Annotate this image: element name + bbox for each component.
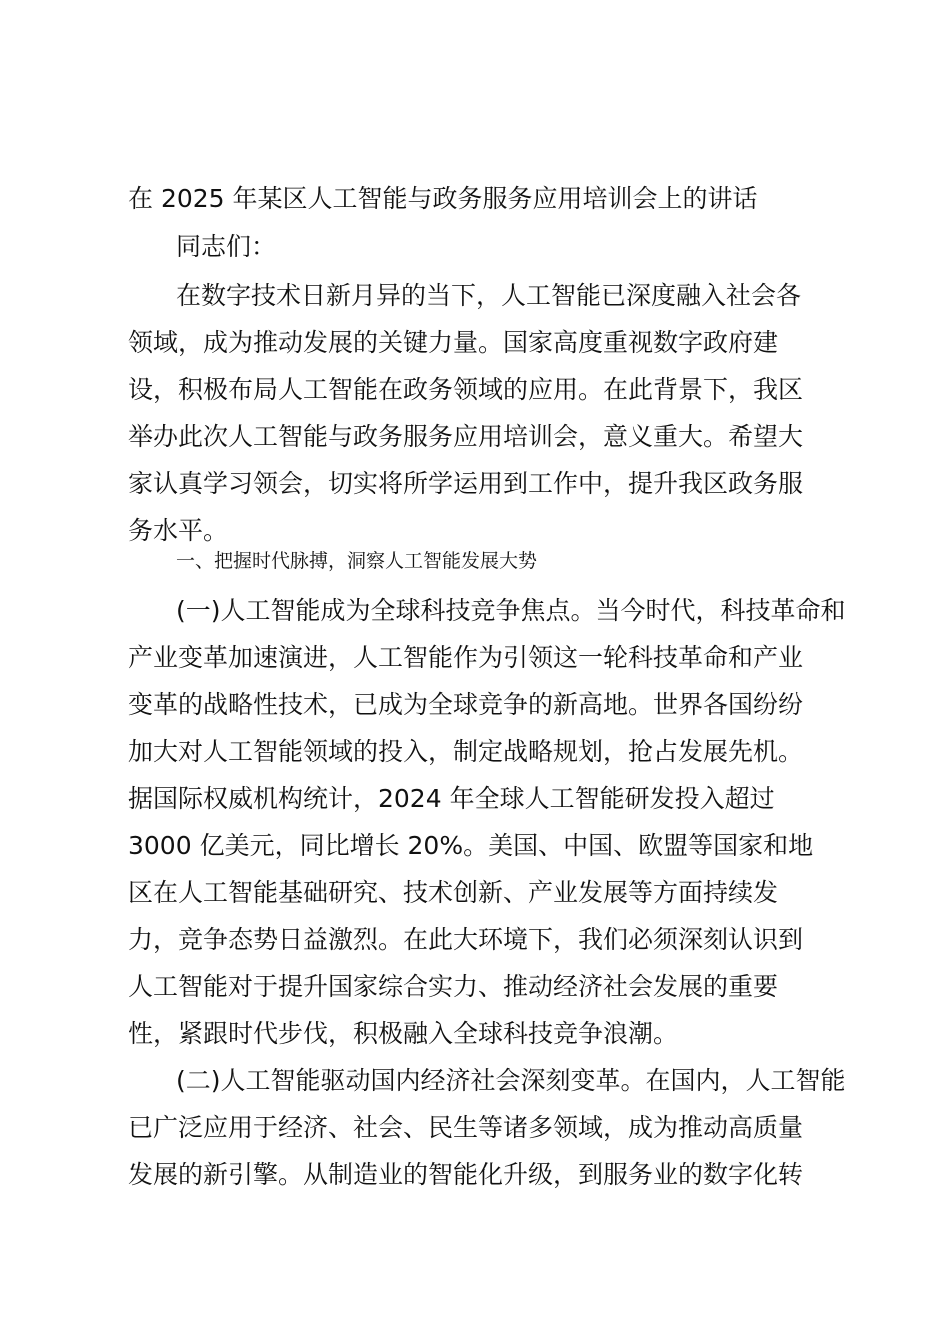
salutation: 同志们： (176, 232, 277, 261)
para1-line: 力，竞争态势日益激烈。在此大环境下，我们必须深刻认识到 (128, 925, 804, 954)
para1-line: 性，紧跟时代步伐，积极融入全球科技竞争浪潮。 (128, 1019, 679, 1048)
intro-line: 设，积极布局人工智能在政务领域的应用。在此背景下，我区 (128, 375, 804, 404)
intro-line: 领域，成为推动发展的关键力量。国家高度重视数字政府建 (128, 328, 779, 357)
para1-line: 区在人工智能基础研究、技术创新、产业发展等方面持续发 (128, 878, 779, 907)
para1-line: 人工智能对于提升国家综合实力、推动经济社会发展的重要 (128, 972, 779, 1001)
para2-line: 已广泛应用于经济、社会、民生等诸多领域，成为推动高质量 (128, 1113, 804, 1142)
para1-line: 加大对人工智能领域的投入，制定战略规划，抢占发展先机。 (128, 737, 804, 766)
section-heading: 一、把握时代脉搏，洞察人工智能发展大势 (176, 550, 538, 572)
intro-line: 举办此次人工智能与政务服务应用培训会，意义重大。希望大 (128, 422, 804, 451)
para1-line: 产业变革加速演进，人工智能作为引领这一轮科技革命和产业 (128, 643, 804, 672)
para2-line: (二)人工智能驱动国内经济社会深刻变革。在国内，人工智能 (176, 1066, 846, 1095)
intro-line: 家认真学习领会，切实将所学运用到工作中，提升我区政务服 (128, 469, 804, 498)
para1-line: 据国际权威机构统计，2024 年全球人工智能研发投入超过 (128, 784, 775, 813)
document-title: 在 2025 年某区人工智能与政务服务应用培训会上的讲话 (128, 184, 758, 213)
intro-line: 在数字技术日新月异的当下，人工智能已深度融入社会各 (176, 281, 802, 310)
para2-line: 发展的新引擎。从制造业的智能化升级，到服务业的数字化转 (128, 1160, 804, 1189)
para1-line: 变革的战略性技术，已成为全球竞争的新高地。世界各国纷纷 (128, 690, 804, 719)
intro-line: 务水平。 (128, 516, 229, 545)
para1-line: (一)人工智能成为全球科技竞争焦点。当今时代，科技革命和 (176, 596, 846, 625)
para1-line: 3000 亿美元，同比增长 20%。美国、中国、欧盟等国家和地 (128, 831, 814, 860)
